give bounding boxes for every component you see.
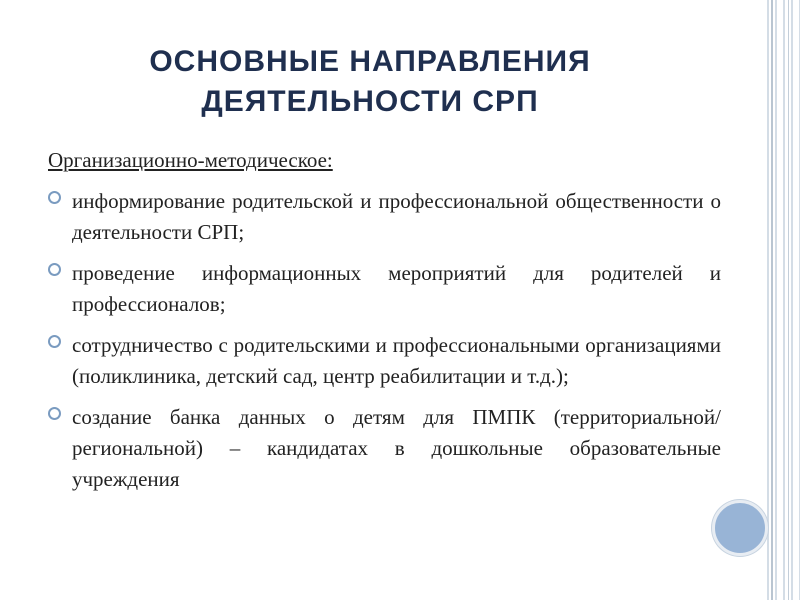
stripe-pattern <box>764 0 800 600</box>
section-subheading: Организационно-методическое: <box>48 148 333 172</box>
circle-bullet-icon <box>48 335 61 348</box>
list-item-text: информирование родительской и профессиональной общественности о деятельности СРП; <box>72 189 721 244</box>
list-item-text: создание банка данных о детям для ПМПК (территориальной/региональной) – кандидатах в дошкольные образовательные учреждения <box>72 405 721 491</box>
list-item <box>48 258 721 320</box>
stripe-line <box>771 0 773 600</box>
list-item <box>48 402 721 495</box>
decorative-circle <box>712 500 768 556</box>
circle-bullet-icon <box>48 263 61 276</box>
circle-bullet-icon <box>48 407 61 420</box>
stripe-line <box>788 0 789 600</box>
list-item <box>48 330 721 392</box>
circle-bullet-icon <box>48 191 61 204</box>
list-item-text: сотрудничество с родительскими и профессиональными организациями (поликлиника, детский сад, центр реабилитации и т.д.); <box>72 333 721 388</box>
slide-title <box>70 42 670 122</box>
title-line-1: ОСНОВНЫЕ НАПРАВЛЕНИЯ <box>149 45 591 78</box>
right-decorative-stripes <box>764 0 800 600</box>
title-line-2: ДЕЯТЕЛЬНОСТИ СРП <box>201 85 539 118</box>
bullet-list <box>48 186 721 505</box>
list-item <box>48 186 721 248</box>
list-item-text: проведение информационных мероприятий для родителей и профессионалов; <box>72 261 721 316</box>
